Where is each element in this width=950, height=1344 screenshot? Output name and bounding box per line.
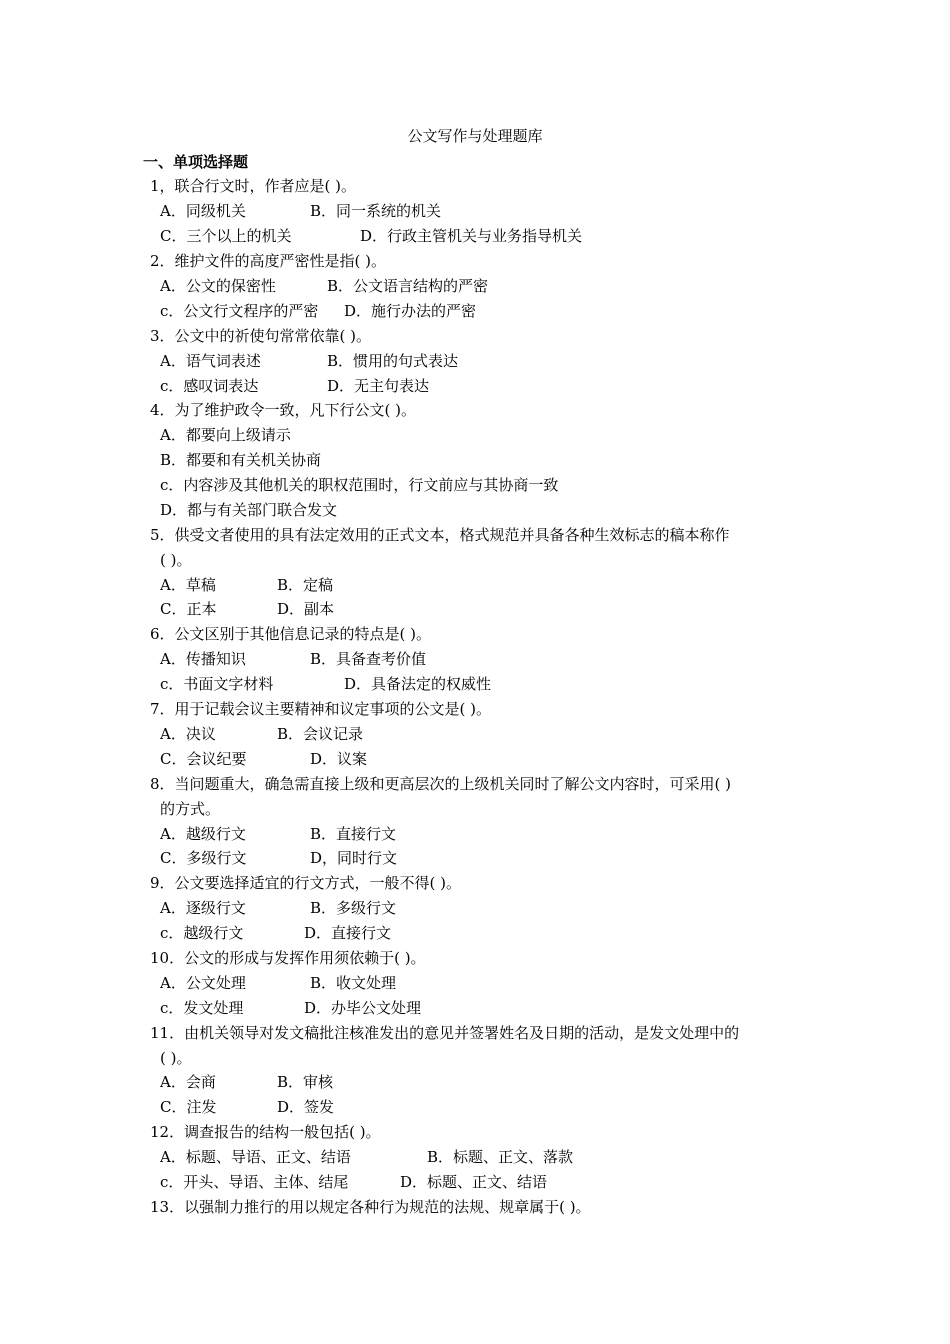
question-stem: 8．当问题重大，确急需直接上级和更高层次的上级机关同时了解公文内容时，可采用( ): [150, 775, 732, 793]
option-b: B．具备查考价值: [310, 650, 427, 669]
option-c: c．越级行文: [160, 924, 244, 943]
option-row: [150, 224, 820, 249]
question-stem-continued: ( )。: [160, 1048, 192, 1067]
question-stem: 5．供受文者使用的具有法定效用的正式文本，格式规范并具备各种生效标志的稿本称作: [150, 526, 730, 545]
question-stem: 7．用于记载会议主要精神和议定事项的公文是( )。: [150, 700, 492, 719]
option-a: A．标题、导语、正文、结语: [160, 1148, 351, 1167]
option-c: c．内容涉及其他机关的职权范围时，行文前应与其协商一致: [160, 476, 559, 495]
question-stem: 11．由机关领导对发文稿批注核准发出的意见并签署姓名及日期的活动，是发文处理中的: [150, 1023, 740, 1042]
option-row: [150, 274, 820, 299]
option-row: [150, 448, 820, 473]
document-title: 公文写作与处理题库: [407, 127, 543, 145]
question-stem-continued: ( )。: [160, 551, 192, 570]
option-a: A．语气词表述: [160, 351, 261, 370]
option-d: D．标题、正文、结语: [400, 1173, 548, 1192]
question-stem: 10．公文的形成与发挥作用须依赖于( )。: [150, 949, 426, 968]
option-d: D，同时行文: [310, 849, 398, 868]
option-d: D．副本: [277, 600, 335, 619]
option-a: A．同级机关: [160, 202, 246, 220]
option-a: A．传播知识: [160, 650, 246, 669]
option-row: [150, 1070, 820, 1095]
option-row: [150, 996, 820, 1021]
option-d: D．议案: [310, 750, 368, 769]
option-d: D．直接行文: [304, 924, 392, 943]
option-row: [150, 647, 820, 672]
option-row: [150, 921, 820, 946]
option-b: B．都要和有关机关协商: [160, 451, 322, 470]
option-c: c．开头、导语、主体、结尾: [160, 1173, 349, 1192]
question-stem: 6．公文区别于其他信息记录的特点是( )。: [150, 625, 432, 644]
option-d: D．施行办法的严密: [344, 301, 477, 320]
option-b: B．定稿: [277, 575, 334, 594]
option-row: [150, 971, 820, 996]
question-stem: 13．以强制力推行的用以规定各种行为规范的法规、规章属于( )。: [150, 1198, 591, 1217]
option-a: A．决议: [160, 725, 216, 744]
option-row: [150, 896, 820, 921]
option-b: B．多级行文: [310, 899, 397, 918]
option-b: B．标题、正文、落款: [427, 1148, 574, 1167]
option-row: [150, 822, 820, 847]
option-row: [150, 349, 820, 374]
option-row: [150, 374, 820, 399]
option-a: A．逐级行文: [160, 899, 246, 918]
option-row: [150, 498, 820, 523]
option-row: [150, 1145, 820, 1170]
option-b: B．同一系统的机关: [310, 202, 442, 220]
option-c: C．正本: [160, 600, 217, 619]
question-list: [150, 174, 820, 1220]
question-stem-continued: 的方式。: [160, 800, 221, 818]
question-stem: 9．公文要选择适宜的行文方式，一般不得( )。: [150, 874, 462, 893]
option-c: C．会议纪要: [160, 750, 247, 769]
option-row: [150, 597, 820, 622]
option-row: [150, 1170, 820, 1195]
option-a: A．越级行文: [160, 824, 246, 843]
option-row: [150, 672, 820, 697]
option-d: D．行政主管机关与业务指导机关: [360, 226, 583, 245]
option-b: B．公文语言结构的严密: [327, 276, 489, 295]
option-b: B．收文处理: [310, 974, 397, 993]
option-a: A．公文的保密性: [160, 276, 276, 295]
option-d: D．签发: [277, 1098, 335, 1117]
option-b: B．直接行文: [310, 824, 397, 843]
question-stem: 1，联合行文时，作者应是( )。: [150, 177, 357, 195]
option-row: [150, 423, 820, 448]
option-a: A．都要向上级请示: [160, 426, 291, 445]
question-stem: 3．公文中的祈使句常常依靠( )。: [150, 326, 372, 345]
option-d: D．具备法定的权威性: [344, 675, 492, 694]
option-c: c．公文行文程序的严密: [160, 301, 319, 320]
option-c: c．发文处理: [160, 999, 244, 1018]
option-d: D．都与有关部门联合发文: [160, 501, 338, 520]
option-row: [150, 1095, 820, 1120]
option-a: A．草稿: [160, 575, 216, 594]
option-c: C．多级行文: [160, 849, 247, 868]
option-row: [150, 747, 820, 772]
question-stem: 4．为了维护政令一致，凡下行公文( )。: [150, 401, 417, 420]
question-stem: 2．维护文件的高度严密性是指( )。: [150, 251, 387, 270]
option-d: D．无主句表达: [327, 376, 430, 395]
option-row: [150, 846, 820, 871]
option-d: D．办毕公文处理: [304, 999, 422, 1018]
option-a: A．公文处理: [160, 974, 246, 993]
option-row: [150, 722, 820, 747]
question-stem: 12．调查报告的结构一般包括( )。: [150, 1123, 381, 1142]
option-b: B．惯用的句式表达: [327, 351, 459, 370]
option-a: A．会商: [160, 1073, 216, 1092]
option-row: [150, 573, 820, 598]
option-row: [150, 199, 820, 224]
option-c: C．注发: [160, 1098, 217, 1117]
option-b: B．审核: [277, 1073, 334, 1092]
section-heading: 一、单项选择题: [143, 153, 249, 171]
option-c: c．感叹词表达: [160, 376, 259, 395]
option-b: B．会议记录: [277, 725, 364, 744]
option-row: [150, 473, 820, 498]
option-c: C．三个以上的机关: [160, 226, 292, 245]
option-row: [150, 299, 820, 324]
option-c: c．书面文字材料: [160, 675, 274, 694]
